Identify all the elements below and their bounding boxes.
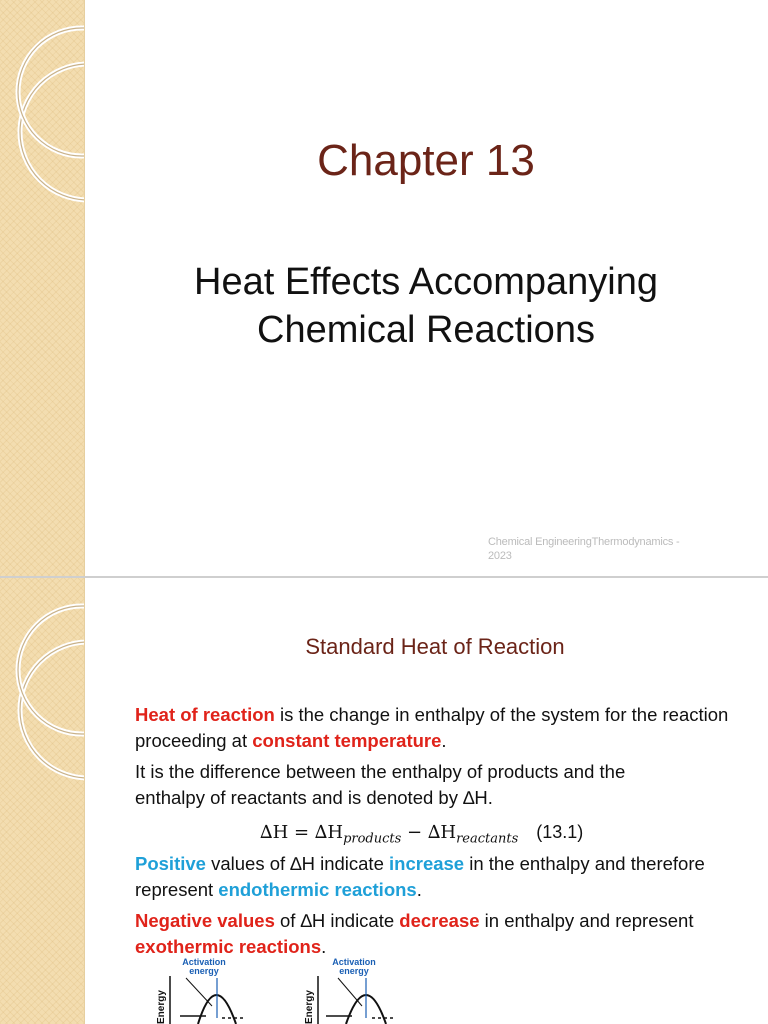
diagram-axis-label: Energy <box>156 990 167 1024</box>
term-constant-temperature: constant temperature <box>252 730 442 751</box>
content-slide <box>0 578 768 1024</box>
diagram-label-activation: Activation <box>182 957 226 967</box>
diagram-pointer <box>186 978 212 1006</box>
text: in the enthalpy and therefore represent <box>135 853 705 900</box>
decorative-sidebar <box>0 0 85 576</box>
paragraph-line-2: enthalpy of reactants and is denoted by ∆H. <box>135 787 493 808</box>
decorative-sidebar <box>0 578 85 1024</box>
energy-diagram-2 <box>298 956 428 1024</box>
equation-sub-reactants: reactants <box>456 831 519 847</box>
equation-number: (13.1) <box>536 822 584 842</box>
paragraph-difference <box>135 759 755 811</box>
equation-13-1 <box>260 822 583 847</box>
text: . <box>441 730 447 751</box>
diagram-axis-label: Energy <box>304 990 315 1024</box>
decorative-rings-icon <box>0 578 84 1024</box>
energy-diagram-1 <box>146 956 276 1024</box>
term-endothermic: endothermic reactions <box>218 879 417 900</box>
text: . <box>321 936 327 956</box>
footer-line-2: 2023 <box>488 550 512 562</box>
term-negative-values: Negative values <box>135 910 275 931</box>
term-decrease: decrease <box>399 910 480 931</box>
diagram-label-energy: energy <box>339 966 369 976</box>
term-heat-of-reaction: Heat of reaction <box>135 704 275 725</box>
subtitle-line-1: Heat Effects Accompanying <box>194 261 658 303</box>
paragraph-negative <box>135 908 755 956</box>
term-positive: Positive <box>135 853 206 874</box>
subtitle-line-2: Chemical Reactions <box>257 309 595 351</box>
diagram-label-activation: Activation <box>332 957 376 967</box>
text: values of ∆H indicate <box>205 853 390 874</box>
paragraph-heat-of-reaction <box>135 702 755 754</box>
text: is the change in enthalpy of the system for the reaction proceeding at <box>135 704 729 751</box>
paragraph-positive <box>135 851 755 903</box>
text: . <box>416 879 422 900</box>
text: of ∆H indicate <box>274 910 400 931</box>
slide-title: Standard Heat of Reaction <box>305 634 565 659</box>
term-increase: increase <box>389 853 465 874</box>
decorative-rings-icon <box>0 0 84 576</box>
diagram-pointer <box>338 978 362 1006</box>
equation-lhs: ∆H = ∆H <box>260 822 344 843</box>
diagram-label-energy: energy <box>189 966 219 976</box>
equation-mid: − ∆H <box>401 822 457 843</box>
text: in enthalpy and represent <box>479 910 694 931</box>
footer-line-1: Chemical EngineeringThermodynamics - <box>488 536 680 548</box>
term-exothermic: exothermic reactions <box>135 936 322 956</box>
slide-footer <box>488 535 718 563</box>
paragraph-line-1: It is the difference between the enthalpy of products and the <box>135 761 626 782</box>
chapter-subtitle <box>84 258 768 354</box>
equation-sub-products: products <box>343 831 402 847</box>
chapter-title: Chapter 13 <box>317 136 535 185</box>
